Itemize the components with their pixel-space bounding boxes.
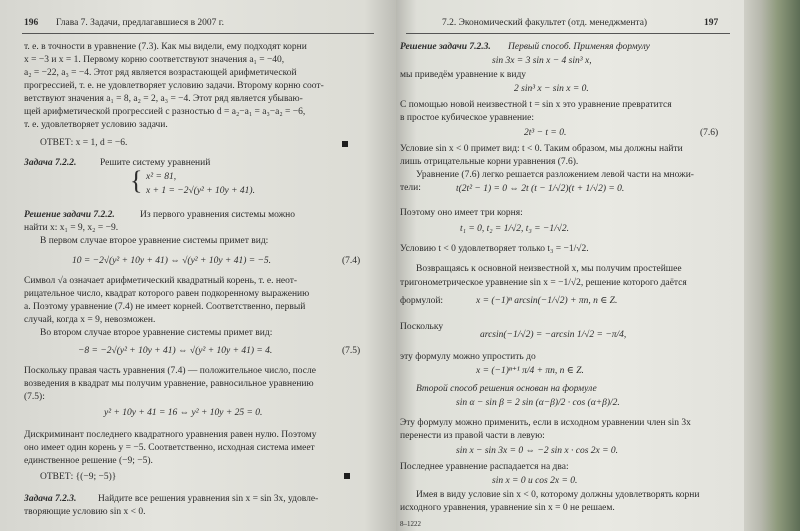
text-line: перенести из правой части в левую: (400, 431, 545, 441)
text-line: в простое кубическое уравнение: (400, 113, 534, 123)
equation-7-5-number: (7.5) (342, 346, 361, 356)
equation-arcsin: arcsin(−1/√2) = −arcsin 1/√2 = −π/4, (480, 330, 627, 340)
solution-722-label: Решение задачи 7.2.2. (24, 210, 115, 220)
solution-722-text-1: Из первого уравнения системы можно (140, 210, 295, 220)
equation-factor: t(2t² − 1) = 0 ⇔ 2t (t − 1/√2)(t + 1/√2) = 0. (456, 184, 625, 194)
equation-diff-formula: sin α − sin β = 2 sin (α−β)/2 · cos (α+β)/2. (456, 398, 620, 408)
text-line: тели: (400, 183, 421, 193)
equation-7-6-number: (7.6) (700, 128, 719, 138)
text-line: Возвращаясь к основной неизвестной x, мы получим простейшее (416, 264, 682, 274)
task-723-label: Задача 7.2.3. (24, 494, 77, 504)
task-722-text: Решите систему уравнений (100, 158, 211, 168)
text-line: тригонометрическое уравнение sin x = −1/√2, решение которого даётся (400, 278, 687, 288)
text-line: a₂ = −22, a₃ = −4. Этот ряд является возрастающей арифметической (24, 68, 297, 78)
task-723-text-1: Найдите все решения уравнения sin x = sin 3x, удовле- (98, 494, 319, 504)
text-line: ветствуют значения a₁ = 8, a₂ = 2, a₃ = −4. Этот ряд является убываю- (24, 94, 303, 104)
equation-7-5: −8 = −2√(y² + 10y + 41) ⇔ √(y² + 10y + 41) = 4. (78, 346, 273, 356)
text-line: Поскольку правая часть уравнения (7.4) — положительное число, после (24, 366, 316, 376)
text-line: Условие sin x < 0 примет вид: t < 0. Таким образом, мы должны найти (400, 144, 683, 154)
text-line: Имея в виду условие sin x < 0, которому должны удовлетворять корни (416, 490, 700, 500)
header-rule-right (406, 33, 730, 34)
text-line: Последнее уравнение распадается на два: (400, 462, 569, 472)
second-case: Во втором случае второе уравнение системы примет вид: (40, 328, 273, 338)
text-line: Поскольку (400, 322, 444, 332)
text-line: Символ √a означает арифметический квадратный корень, т. е. неот- (24, 276, 298, 286)
second-method: Второй способ решения основан на формуле (416, 384, 597, 394)
equation-two: sin x = 0 и cos 2x = 0. (492, 476, 578, 486)
header-rule-left (22, 33, 374, 34)
answer-1: ОТВЕТ: x = 1, d = −6. (40, 138, 128, 148)
page-number-left: 196 (24, 18, 39, 28)
solution-723-label: Решение задачи 7.2.3. (400, 42, 491, 52)
text-line: Поэтому оно имеет три корня: (400, 208, 523, 218)
text-line: мы приведём уравнение к виду (400, 70, 527, 80)
equation-7-6: 2t³ − t = 0. (524, 128, 567, 138)
solution-722-text-2: найти x: x₁ = 9, x₂ = −9. (24, 223, 119, 233)
running-head-left: Глава 7. Задачи, предлагавшиеся в 2007 г. (56, 18, 225, 28)
equation-2sin3: 2 sin³ x − sin x = 0. (514, 84, 589, 94)
solution-723-text: Первый способ. Применяя формулу (508, 42, 650, 52)
equation-7-4-number: (7.4) (342, 256, 361, 266)
equation-7-4: 10 = −2√(y² + 10y + 41) ⇔ √(y² + 10y + 41) = −5. (72, 256, 272, 266)
system-line-2: x + 1 = −2√(y² + 10y + 41). (146, 186, 255, 196)
text-line: прогрессией, т. е. не удовлетворяет условию задачи. Второму корню соот- (24, 81, 324, 91)
text-line: щей арифметической прогрессией с разностью d = a₂−a₁ = a₃−a₂ = −6, (24, 107, 306, 117)
task-723-text-2: творяющие условию sin x < 0. (24, 507, 146, 517)
text-line: Условию t < 0 удовлетворяет только t₃ = −1/√2. (400, 244, 589, 254)
task-722-label: Задача 7.2.2. (24, 158, 77, 168)
text-line: возведения в квадрат мы получим уравнение, равносильное уравнению (24, 379, 314, 389)
text-line: Дискриминант последнего квадратного уравнения равен нулю. Поэтому (24, 430, 317, 440)
right-page (396, 0, 744, 531)
equation-square: y² + 10y + 41 = 16 ⇔ y² + 10y + 25 = 0. (104, 408, 263, 418)
text-line: лишь отрицательные корни уравнения (7.6). (400, 157, 579, 167)
text-line: рицательное число, квадрат которого равен подкоренному выражению (24, 289, 310, 299)
page-number-right: 197 (704, 18, 719, 28)
text-line: исходного уравнения, уравнение sin x = 0 не решаем. (400, 503, 615, 513)
system-brace: { (130, 166, 143, 195)
text-line: т. е. в точности в уравнение (7.3). Как мы видели, ему подходят корни (24, 42, 307, 52)
text-line: a. Поэтому уравнение (7.4) не имеет корней. Соответственно, первый (24, 302, 306, 312)
signature-mark: 8–1222 (400, 520, 421, 528)
running-head-right: 7.2. Экономический факультет (отд. менеджмента) (442, 18, 648, 28)
text-line: формулой: (400, 296, 444, 306)
equation-x-simplified: x = (−1)ⁿ⁺¹ π/4 + πn, n ∈ Z. (476, 366, 584, 376)
system-line-1: x² = 81, (146, 172, 177, 182)
left-page (0, 0, 396, 531)
text-line: т. е. удовлетворяет условию задачи. (24, 120, 168, 130)
formula-sin3x: sin 3x = 3 sin x − 4 sin³ x, (492, 56, 592, 66)
equation-apply: sin x − sin 3x = 0 ⇔ −2 sin x · cos 2x = 0. (456, 446, 619, 456)
answer-2: ОТВЕТ: {(−9; −5)} (40, 472, 117, 482)
text-line: (7.5): (24, 392, 45, 402)
book-page-edge (744, 0, 800, 531)
text-line: случай, когда x = 9, невозможен. (24, 315, 156, 325)
text-line: эту формулу можно упростить до (400, 352, 536, 362)
first-case: В первом случае второе уравнение системы примет вид: (40, 236, 269, 246)
equation-x-general: x = (−1)ⁿ arcsin(−1/√2) + πn, n ∈ Z. (476, 296, 618, 306)
qed-mark (344, 473, 350, 479)
equation-roots: t₁ = 0, t₂ = 1/√2, t₃ = −1/√2. (460, 224, 570, 234)
text-line: Уравнение (7.6) легко решается разложением левой части на множи- (416, 170, 694, 180)
text-line: С помощью новой неизвестной t = sin x это уравнение превратится (400, 100, 672, 110)
text-line: Эту формулу можно применить, если в исходном уравнении член sin 3x (400, 418, 691, 428)
text-line: единственное решение (−9; −5). (24, 456, 153, 466)
text-line: x = −3 и x = 1. Первому корню соответствуют значения a₁ = −40, (24, 55, 285, 65)
text-line: оно имеет один корень y = −5. Соответственно, исходная система имеет (24, 443, 315, 453)
qed-mark (342, 141, 348, 147)
